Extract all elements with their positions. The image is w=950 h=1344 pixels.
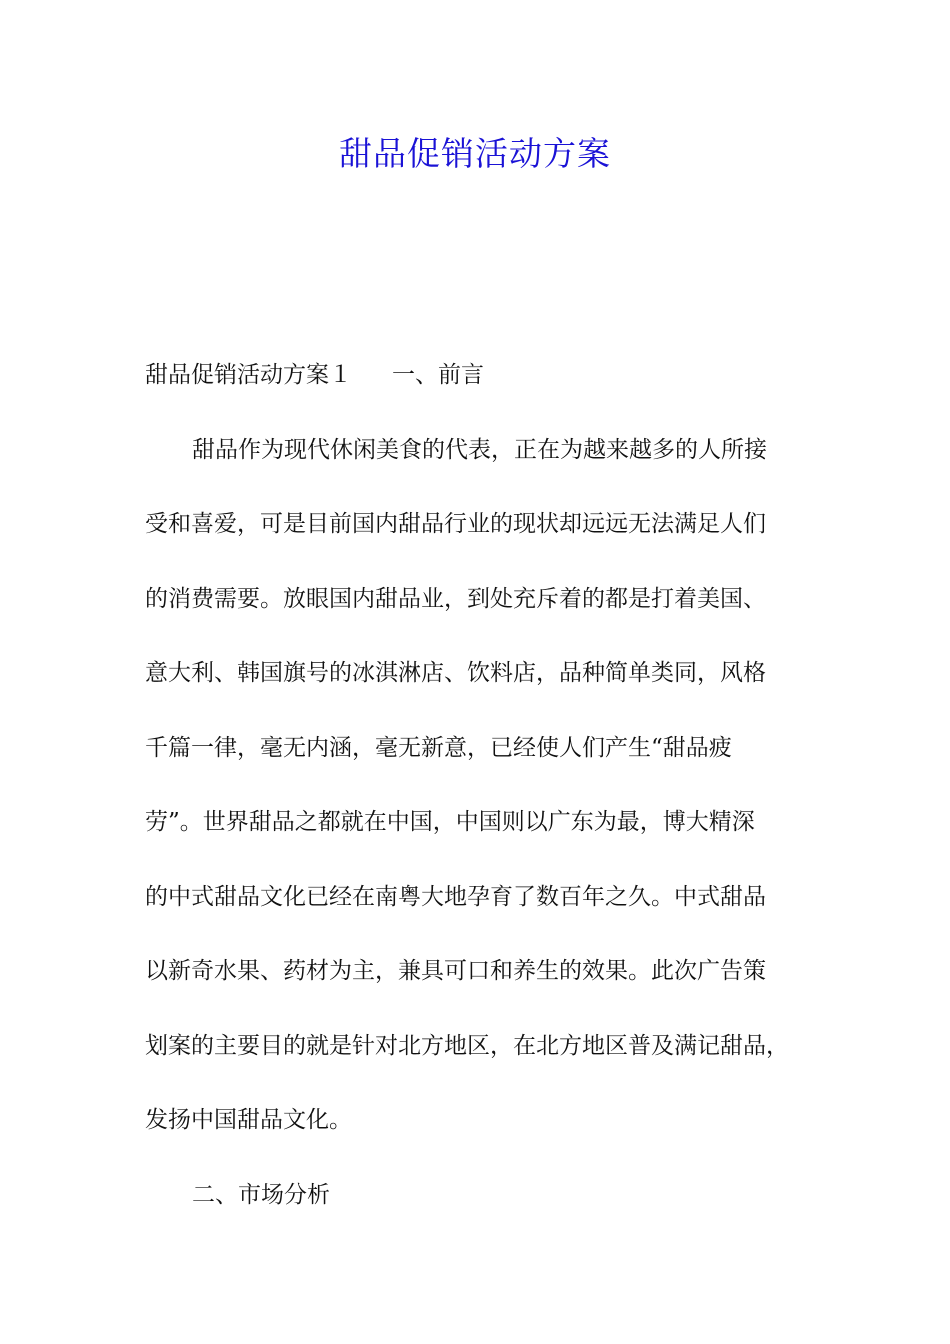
paragraph-line: 甜品作为现代休闲美食的代表，正在为越来越多的人所接 <box>192 436 767 463</box>
paragraph-line: 意大利、韩国旗号的冰淇淋店、饮料店，品种简单类同，风格 <box>145 660 766 686</box>
paragraph-line: 的消费需要。放眼国内甜品业，到处充斥着的都是打着美国、 <box>145 585 766 612</box>
paragraph-line: 受和喜爱，可是目前国内甜品行业的现状却远远无法满足人们 <box>145 511 766 537</box>
section-heading-market-analysis: 二、市场分析 <box>192 1181 330 1208</box>
paragraph-line: 以新奇水果、药材为主，兼具可口和养生的效果。此次广告策 <box>145 958 766 984</box>
document-title: 甜品促销活动方案 <box>339 134 611 173</box>
paragraph-line: 的中式甜品文化已经在南粤大地孕育了数百年之久。中式甜品 <box>145 883 766 910</box>
plan-label: 甜品促销活动方案１ <box>145 362 352 388</box>
paragraph-line: 划案的主要目的就是针对北方地区，在北方地区普及满记甜品， <box>145 1032 789 1059</box>
paragraph-line: 劳”。世界甜品之都就在中国，中国则以广东为最，博大精深 <box>145 809 755 835</box>
paragraph-line: 千篇一律，毫无内涵，毫无新意，已经使人们产生“甜品疲 <box>145 734 732 761</box>
paragraph-line: 发扬中国甜品文化。 <box>145 1107 352 1133</box>
document-body <box>145 338 827 1232</box>
heading-line <box>145 338 827 413</box>
section-heading-preface: 一、前言 <box>392 362 484 388</box>
